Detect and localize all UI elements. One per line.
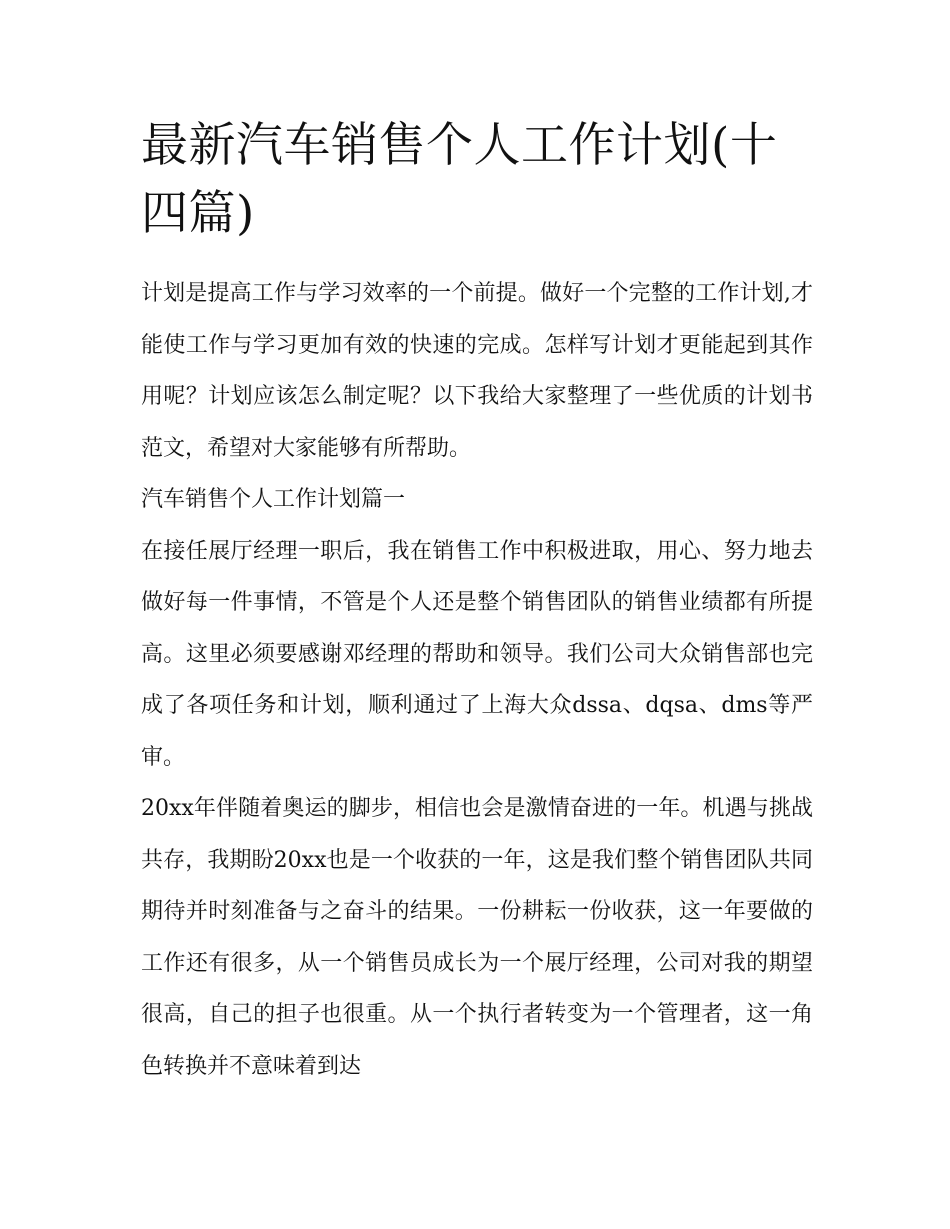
document-page	[141, 112, 813, 1092]
body-paragraph-2: 20xx年伴随着奥运的脚步，相信也会是激情奋进的一年。机遇与挑战共存，我期盼20xx也是一个收获的一年，这是我们整个销售团队共同期待并时刻准备与之奋斗的结果。一份耕耘一份收获，这一年要做的工作还有很多，从一个销售员成长为一个展厅经理，公司对我的期望很高，自己的担子也很重。从一个执行者转变为一个管理者，这一角色转换并不意味着到达	[141, 796, 813, 1079]
section-heading-1: 汽车销售个人工作计划篇一	[141, 487, 406, 512]
document-body	[141, 268, 813, 1092]
intro-paragraph: 计划是提高工作与学习效率的一个前提。做好一个完整的工作计划,才能使工作与学习更加有效的快速的完成。怎样写计划才更能起到其作用呢？计划应该怎么制定呢？以下我给大家整理了一些优质的计划书范文，希望对大家能够有所帮助。	[141, 281, 813, 461]
body-paragraph-1: 在接任展厅经理一职后，我在销售工作中积极进取，用心、努力地去做好每一件事情，不管是个人还是整个销售团队的销售业绩都有所提高。这里必须要感谢邓经理的帮助和领导。我们公司大众销售部也完成了各项任务和计划，顺利通过了上海大众dssa、dqsa、dms等严审。	[141, 538, 813, 770]
document-title: 最新汽车销售个人工作计划(十四篇)	[141, 118, 778, 241]
